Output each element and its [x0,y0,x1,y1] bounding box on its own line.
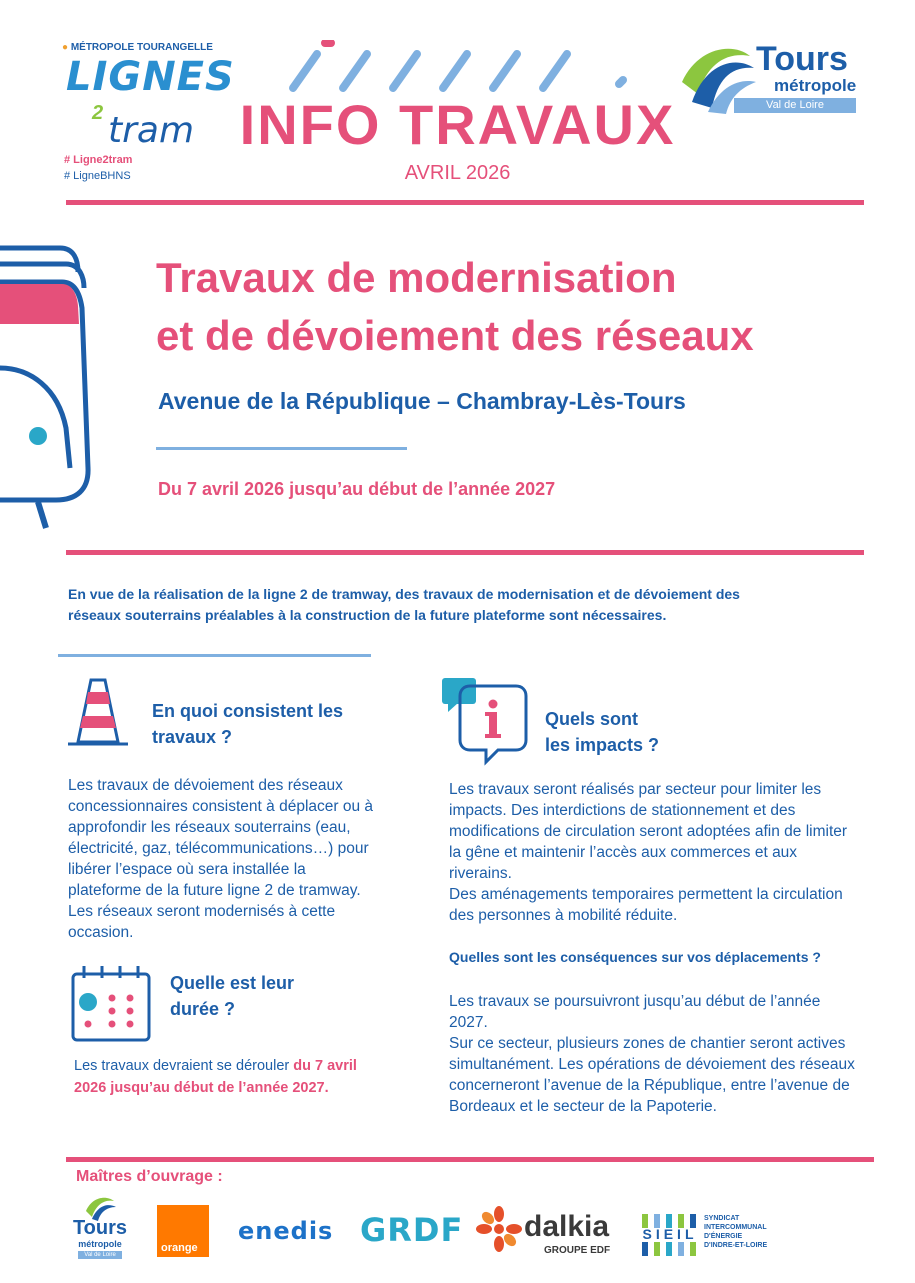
sieil-line: D'ÉNERGIE [704,1233,743,1240]
intro-line: En vue de la réalisation de la ligne 2 de tramway, des travaux de modernisation et de dévoiement des [68,586,740,602]
body-line: concerneront l’avenue de la République, entre l’avenue de [449,1077,850,1094]
body-line: Sur ce secteur, plusieurs zones de chantier seront actives [449,1035,846,1052]
issue-date: AVRIL 2026 [404,162,511,184]
calendar-icon [70,964,152,1044]
header-divider [66,200,864,205]
body-line: Les travaux de dévoiement des réseaux [68,777,343,794]
decorative-slashes [285,40,635,95]
deplacements-question: Quelles sont les conséquences sur vos déplacements ? [449,949,821,965]
traffic-cone-icon [66,676,130,748]
metropole-label: ● MÉTROPOLE TOURANGELLE [62,42,213,53]
heading-line: durée ? [170,999,236,1019]
section-deplacements-body [449,991,879,1117]
metropole-word: métropole [774,76,857,95]
ligne2tram-logo [60,40,235,190]
body-line: Les réseaux seront modernisés à cette [68,903,336,920]
body-line: impacts. Des interdictions de stationnement et des [449,802,796,819]
section-impacts-heading [545,706,659,758]
grdf-logo: GRDF [360,1211,464,1249]
tours-word: Tours [756,40,848,78]
tours-metropole-logo [678,40,863,115]
body-line: Les travaux se poursuivront jusqu’au début de l’année [449,993,821,1010]
sieil-line: SYNDICAT [704,1215,740,1222]
info-travaux-title: INFO TRAVAUX [239,93,676,156]
section-travaux-body [68,775,408,943]
body-line: la gêne et maintenir l’accès aux commerces et aux [449,844,798,861]
body-line: occasion. [68,924,134,941]
hashtag-lignebhns: # LigneBHNS [64,170,131,182]
hero-dates: Du 7 avril 2026 jusqu’au début de l’année 2027 [158,479,556,499]
intro-line: réseaux souterrains préalables à la construction de la future plateforme sont nécessaires. [68,607,667,623]
val-de-loire-badge: Val de Loire [734,98,856,113]
footer-tours-sub: métropole [78,1239,122,1249]
body-line: électricité, gaz, télécommunications…) pour [68,840,369,857]
hero-divider [66,550,864,555]
two-word: 2 [92,102,104,124]
hero-title-line2: et de dévoiement des réseaux [156,312,754,359]
heading-line: les impacts ? [545,735,660,755]
heading-line: Quelle est leur [170,973,295,993]
body-line: Des aménagements temporaires permettent la circulation [449,886,843,903]
orange-word: orange [161,1242,198,1254]
section-impacts-body [449,779,879,926]
footer-tours-logo [70,1195,130,1261]
hero-underline [156,447,407,450]
heading-line: travaux ? [152,727,233,747]
footer-divider [66,1157,874,1162]
section-duree-heading [170,970,294,1022]
body-line: approfondir les réseaux souterrains (eau, [68,819,351,836]
body-line: 2027. [449,1014,488,1031]
heading-line: En quoi consistent les [152,701,344,721]
dalkia-sub: GROUPE EDF [544,1245,611,1256]
body-line: libérer l’espace où sera installée la [68,861,306,878]
body-line: des personnes à mobilité réduite. [449,907,678,924]
orange-logo [157,1205,209,1257]
sieil-subtext [704,1214,767,1250]
body-line: plateforme de la future ligne 2 de tramway. [68,882,361,899]
tram-word: tram [108,110,195,151]
body-line: simultanément. Les opérations de dévoiement des réseaux [449,1056,855,1073]
dalkia-word: dalkia [524,1210,610,1243]
info-bubble-icon [440,676,530,766]
lignes-word: LIGNES [66,54,235,100]
section-travaux-heading [152,698,343,750]
intro-text [68,584,848,626]
sieil-line: D'INDRE-ET-LOIRE [704,1242,768,1249]
footer-tours-badge: Val de Loire [78,1251,122,1259]
hero-subtitle: Avenue de la République – Chambray-Lès-Tours [158,388,686,414]
hashtag-ligne2tram: # Ligne2tram [64,154,133,166]
heading-line: Quels sont [545,709,639,729]
body-line: riverains. [449,865,512,882]
body-line: modifications de circulation seront adoptées afin de limiter [449,823,848,840]
body-line: Bordeaux et le secteur de la Papoterie. [449,1098,717,1115]
maitres-ouvrage-label: Maîtres d’ouvrage : [76,1168,223,1185]
section-duree-body [74,1055,414,1099]
duree-highlight: du 7 avril [293,1058,357,1074]
duree-plain-text: Les travaux devraient se dérouler [74,1058,294,1074]
intro-underline [58,654,371,657]
dalkia-flower-icon [476,1205,522,1253]
body-line: concessionnaires consistent à déplacer ou à [68,798,374,815]
enedis-logo: enedis [238,1217,334,1245]
tram-outline-icon [0,238,100,530]
sieil-word: SIEIL [642,1226,698,1242]
hero-title-line1: Travaux de modernisation [156,254,677,301]
footer-tours-word: Tours [72,1217,128,1239]
body-line: Les travaux seront réalisés par secteur pour limiter les [449,781,822,798]
sieil-line: INTERCOMMUNAL [704,1224,767,1231]
duree-highlight: 2026 jusqu’au début de l’année 2027. [74,1080,329,1096]
